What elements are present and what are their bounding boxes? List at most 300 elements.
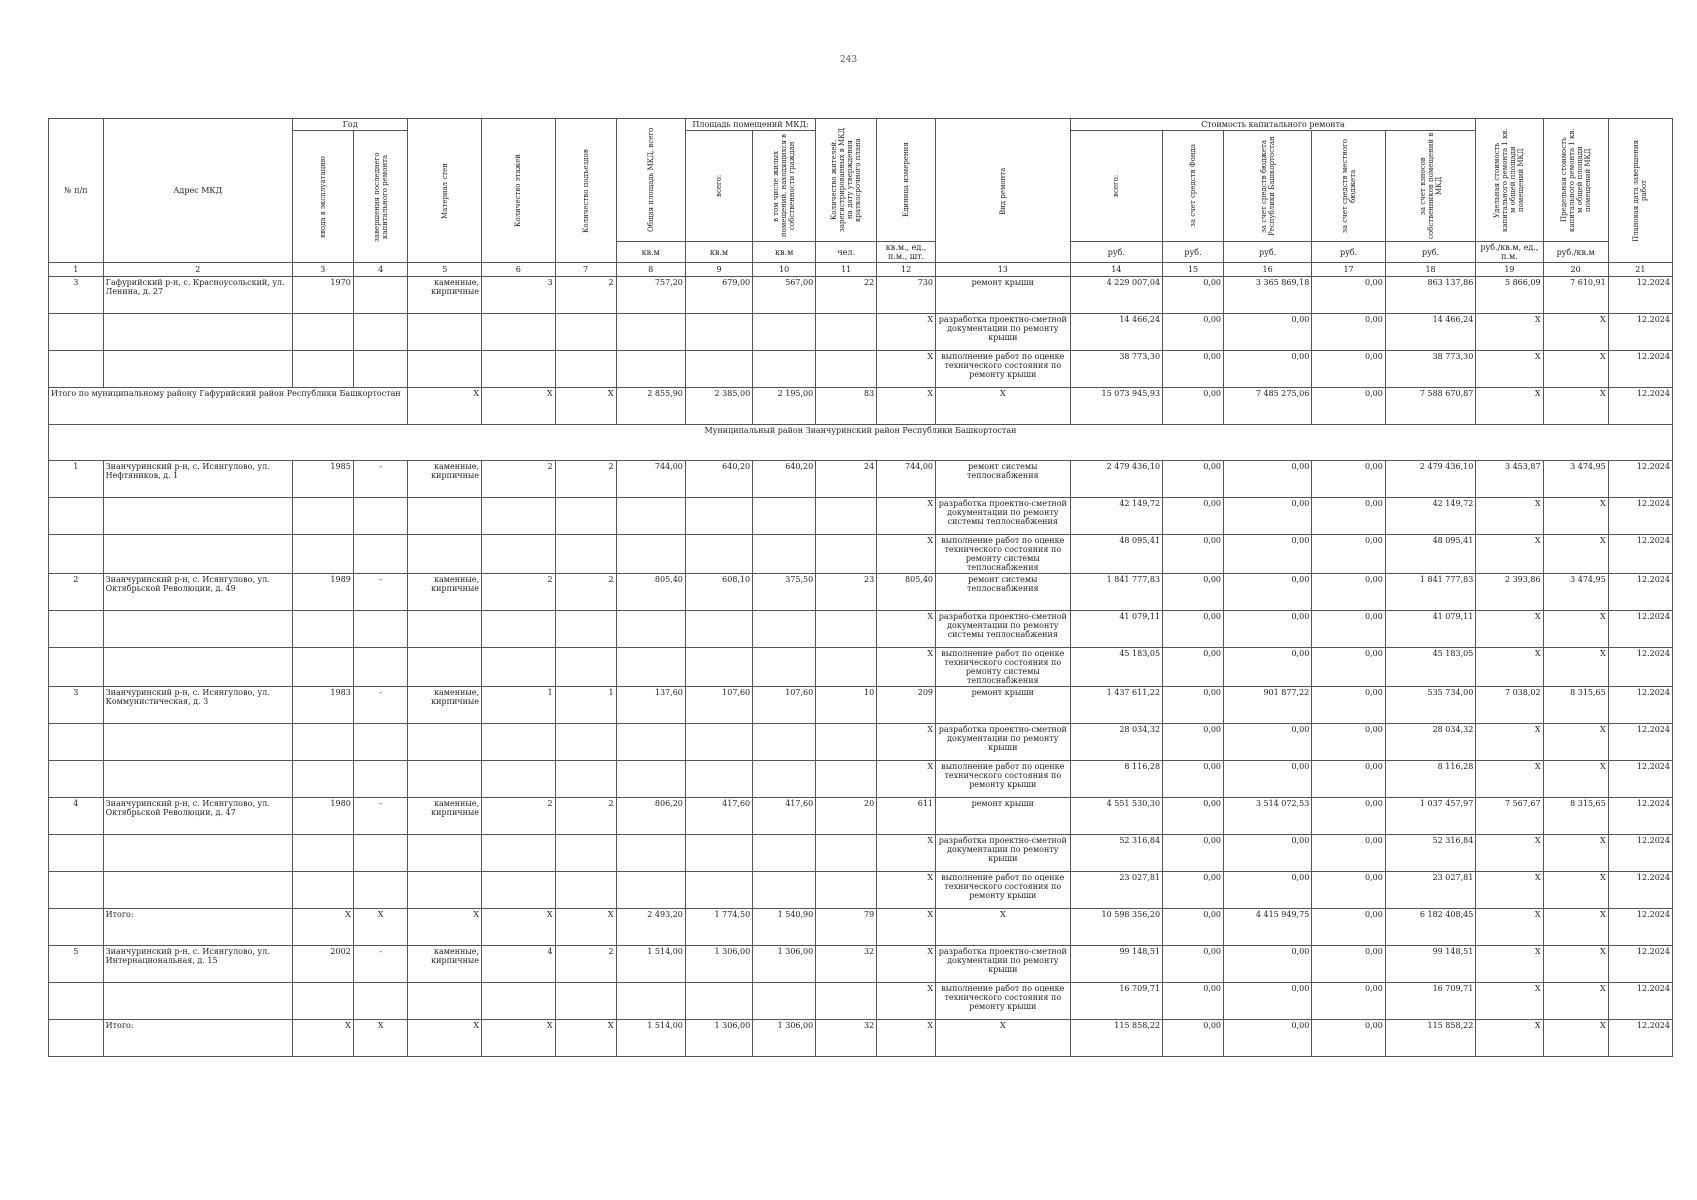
column-number: 12 [877, 263, 936, 277]
cell-c14: 99 148,51 [1070, 946, 1162, 983]
cell-a12: 805,40 [877, 574, 936, 611]
cell-c16: 0,00 [1224, 983, 1312, 1020]
cell-mat [408, 724, 482, 761]
cell: X [482, 388, 556, 425]
cell-fl [482, 535, 556, 574]
cell-a8 [616, 611, 685, 648]
cell-a12: 611 [877, 798, 936, 835]
hdr-planned-date: Плановая дата завершения работ [1608, 119, 1672, 263]
cell-a9 [685, 983, 752, 1020]
cell-a10 [753, 872, 816, 909]
table-row [49, 761, 1673, 798]
cell-a11 [816, 498, 877, 535]
cell-c14: 115 858,22 [1070, 1020, 1162, 1057]
cell-c16: 0,00 [1224, 872, 1312, 909]
cell-mat [408, 535, 482, 574]
cell-c14: 4 551 530,30 [1070, 798, 1162, 835]
table-row [49, 461, 1673, 498]
cell-y2: X [353, 909, 408, 946]
table-row [49, 351, 1673, 388]
column-number: 10 [753, 263, 816, 277]
column-number: 13 [936, 263, 1071, 277]
hdr-year-group: Год [292, 119, 408, 131]
cell-a10 [753, 648, 816, 687]
cell-c14: 10 598 356,20 [1070, 909, 1162, 946]
cell-mat: каменные, кирпичные [408, 946, 482, 983]
cell-mat: каменные, кирпичные [408, 574, 482, 611]
cell-a9 [685, 835, 752, 872]
cell-en [555, 761, 616, 798]
cell-c16: 0,00 [1224, 351, 1312, 388]
cell-a12: X [877, 946, 936, 983]
cell-c14: 23 027,81 [1070, 872, 1162, 909]
subtotal-row [49, 1020, 1673, 1057]
cell-a10: 567,00 [753, 277, 816, 314]
cell-en: X [555, 909, 616, 946]
cell-a10: 1 306,00 [753, 946, 816, 983]
cell: X [1476, 388, 1543, 425]
cell-c17: 0,00 [1312, 461, 1386, 498]
cell-a9 [685, 535, 752, 574]
cell: 2 195,00 [753, 388, 816, 425]
cell-a11 [816, 983, 877, 1020]
cell-en: 2 [555, 798, 616, 835]
cell-c19: 2 393,86 [1476, 574, 1543, 611]
cell-n [49, 314, 104, 351]
cell-c18: 2 479 436,10 [1385, 461, 1475, 498]
cell: 0,00 [1163, 388, 1224, 425]
cell-c20: X [1543, 761, 1608, 798]
cell-a11 [816, 611, 877, 648]
cell-c14: 38 773,30 [1070, 351, 1162, 388]
cell-n [49, 535, 104, 574]
cell-a10: 1 306,00 [753, 1020, 816, 1057]
cell-c16: 0,00 [1224, 1020, 1312, 1057]
cell-fl [482, 648, 556, 687]
cell-fl [482, 314, 556, 351]
cell-c15: 0,00 [1163, 761, 1224, 798]
cell-fl: 4 [482, 946, 556, 983]
cell-c16: 0,00 [1224, 724, 1312, 761]
hdr-year-last-repair: завершения последнего капитального ремонта [353, 131, 408, 263]
cell-mat: каменные, кирпичные [408, 461, 482, 498]
cell-c18: 1 037 457,97 [1385, 798, 1475, 835]
cell-c21: 12.2024 [1608, 461, 1672, 498]
cell-mat [408, 611, 482, 648]
cell-y2 [353, 835, 408, 872]
cell-c16: 0,00 [1224, 574, 1312, 611]
district-total-label: Итого по муниципальному району Гафурийский район Республики Башкортостан [49, 388, 408, 425]
cell-a11 [816, 351, 877, 388]
column-number: 11 [816, 263, 877, 277]
cell-a11 [816, 761, 877, 798]
hdr-unit-cell: кв.м [616, 242, 685, 263]
cell-a9: 640,20 [685, 461, 752, 498]
cell-c17: 0,00 [1312, 946, 1386, 983]
cell-c17: 0,00 [1312, 1020, 1386, 1057]
cell-a9: 417,60 [685, 798, 752, 835]
cell-a9 [685, 498, 752, 535]
hdr-cost-owners: за счет взносов собственников помещений в МКД [1385, 131, 1475, 242]
cell: X [1543, 388, 1608, 425]
cell-a11: 24 [816, 461, 877, 498]
cell-c14: 41 079,11 [1070, 611, 1162, 648]
cell-a11 [816, 872, 877, 909]
cell-fl: X [482, 1020, 556, 1057]
cell-n: 3 [49, 687, 104, 724]
hdr-floors: Количество этажей [482, 119, 556, 263]
table-row [49, 314, 1673, 351]
cell-en [555, 498, 616, 535]
cell-addr: Зианчуринский р-н, с. Исянгулово, ул. Интернациональная, д. 15 [103, 946, 292, 983]
cell-c21: 12.2024 [1608, 724, 1672, 761]
hdr-entrances: Количество подъездов [555, 119, 616, 263]
cell-c16: 0,00 [1224, 498, 1312, 535]
cell-n [49, 351, 104, 388]
cell-c18: 28 034,32 [1385, 724, 1475, 761]
cell-n: 5 [49, 946, 104, 983]
cell-c17: 0,00 [1312, 687, 1386, 724]
cell-n [49, 872, 104, 909]
cell-c15: 0,00 [1163, 983, 1224, 1020]
cell-c17: 0,00 [1312, 724, 1386, 761]
cell-c19: 3 453,87 [1476, 461, 1543, 498]
cell-n [49, 724, 104, 761]
cell-a9 [685, 314, 752, 351]
cell-addr [103, 983, 292, 1020]
table-row [49, 724, 1673, 761]
hdr-cost-fund: за счет средств Фонда [1163, 131, 1224, 242]
hdr-work-type: Вид ремонта [936, 119, 1071, 263]
cell-addr [103, 611, 292, 648]
cell-y2: - [353, 574, 408, 611]
cell-c20: X [1543, 835, 1608, 872]
cell-c14: 42 149,72 [1070, 498, 1162, 535]
hdr-unit: Единица измерения [877, 119, 936, 242]
cell-work: разработка проектно-сметной документации по ремонту системы теплоснабжения [936, 498, 1071, 535]
cell-c17: 0,00 [1312, 277, 1386, 314]
cell-c21: 12.2024 [1608, 574, 1672, 611]
cell-c17: 0,00 [1312, 835, 1386, 872]
cell-c21: 12.2024 [1608, 1020, 1672, 1057]
cell: 83 [816, 388, 877, 425]
hdr-unit-cell: руб./кв.м, ед., п.м. [1476, 242, 1543, 263]
cell-a12: 744,00 [877, 461, 936, 498]
cell-mat: каменные, кирпичные [408, 687, 482, 724]
cell-a10 [753, 724, 816, 761]
cell-a9: 679,00 [685, 277, 752, 314]
cell-c17: 0,00 [1312, 351, 1386, 388]
cell-n: 3 [49, 277, 104, 314]
cell-a12: X [877, 535, 936, 574]
cell-c20: X [1543, 611, 1608, 648]
cell-c17: 0,00 [1312, 761, 1386, 798]
cell-a11 [816, 535, 877, 574]
cell-a12: X [877, 872, 936, 909]
cell-mat [408, 835, 482, 872]
column-number: 19 [1476, 263, 1543, 277]
cell-y1 [292, 314, 353, 351]
cell-en: 1 [555, 687, 616, 724]
cell-a12: X [877, 648, 936, 687]
cell-c14: 45 183,05 [1070, 648, 1162, 687]
cell-c15: 0,00 [1163, 314, 1224, 351]
hdr-cost-republic: за счет средств бюджета Республики Башкортостан [1224, 131, 1312, 242]
cell-fl [482, 498, 556, 535]
cell-addr: Зианчуринский р-н, с. Исянгулово, ул. Нефтяников, д. 1 [103, 461, 292, 498]
cell-c20: X [1543, 946, 1608, 983]
cell-a8 [616, 872, 685, 909]
cell-y1 [292, 724, 353, 761]
cell-a10 [753, 314, 816, 351]
cell: 12.2024 [1608, 388, 1672, 425]
cell-a10: 417,60 [753, 798, 816, 835]
cell-en [555, 535, 616, 574]
cell-c18: 8 116,28 [1385, 761, 1475, 798]
cell-work: ремонт системы теплоснабжения [936, 574, 1071, 611]
cell-y2 [353, 611, 408, 648]
cell-a10 [753, 761, 816, 798]
cell-c21: 12.2024 [1608, 648, 1672, 687]
column-number: 14 [1070, 263, 1162, 277]
cell-y1: 1983 [292, 687, 353, 724]
cell-y2: X [353, 1020, 408, 1057]
hdr-cost-total: всего: [1070, 131, 1162, 242]
cell-fl [482, 724, 556, 761]
cell-c15: 0,00 [1163, 1020, 1224, 1057]
cell-work: разработка проектно-сметной документации по ремонту системы теплоснабжения [936, 611, 1071, 648]
cell-c14: 28 034,32 [1070, 724, 1162, 761]
cell-y2 [353, 314, 408, 351]
cell-a11: 20 [816, 798, 877, 835]
cell-c19: 7 038,02 [1476, 687, 1543, 724]
cell-a8 [616, 761, 685, 798]
cell-en [555, 835, 616, 872]
cell-fl [482, 351, 556, 388]
cell-mat [408, 498, 482, 535]
hdr-address: Адрес МКД [103, 119, 292, 263]
hdr-specific-cost: Удельная стоимость капитального ремонта 1 кв. м общей площади помещений МКД [1476, 119, 1543, 242]
hdr-cost-local: за счет средств местного бюджета [1312, 131, 1386, 242]
cell-c19: X [1476, 724, 1543, 761]
cell-en: 2 [555, 574, 616, 611]
cell-fl [482, 872, 556, 909]
cell-c18: 115 858,22 [1385, 1020, 1475, 1057]
cell-c21: 12.2024 [1608, 498, 1672, 535]
cell: 2 385,00 [685, 388, 752, 425]
column-number: 18 [1385, 263, 1475, 277]
hdr-premises-group: Площадь помещений МКД: [685, 119, 815, 131]
cell-addr: Зианчуринский р-н, с. Исянгулово, ул. Октябрьской Революции, д. 47 [103, 798, 292, 835]
cell-c20: X [1543, 724, 1608, 761]
hdr-unit-cell: руб. [1385, 242, 1475, 263]
cell-c19: X [1476, 835, 1543, 872]
cell-fl [482, 611, 556, 648]
cell-c19: X [1476, 314, 1543, 351]
cell-addr: Зианчуринский р-н, с. Исянгулово, ул. Октябрьской Революции, д. 49 [103, 574, 292, 611]
cell-addr: Итого: [103, 909, 292, 946]
cell-a10 [753, 835, 816, 872]
cell-c21: 12.2024 [1608, 351, 1672, 388]
cell-a9: 1 306,00 [685, 946, 752, 983]
cell-c14: 1 437 611,22 [1070, 687, 1162, 724]
cell-addr [103, 535, 292, 574]
table-row [49, 983, 1673, 1020]
cell-a12: 209 [877, 687, 936, 724]
cell-c18: 863 137,86 [1385, 277, 1475, 314]
cell-c14: 16 709,71 [1070, 983, 1162, 1020]
cell-n [49, 835, 104, 872]
cell-a10 [753, 983, 816, 1020]
cell-y2 [353, 351, 408, 388]
cell-y1 [292, 498, 353, 535]
column-number: 17 [1312, 263, 1386, 277]
cell-c18: 6 182 408,45 [1385, 909, 1475, 946]
cell-c19: X [1476, 1020, 1543, 1057]
cell-y2 [353, 983, 408, 1020]
cell-work: ремонт системы теплоснабжения [936, 461, 1071, 498]
cell-y1: 1989 [292, 574, 353, 611]
cell-c14: 2 479 436,10 [1070, 461, 1162, 498]
cell-n [49, 909, 104, 946]
cell-work: ремонт крыши [936, 798, 1071, 835]
cell-fl: 2 [482, 461, 556, 498]
cell-a10 [753, 535, 816, 574]
cell-c20: 3 474,95 [1543, 574, 1608, 611]
column-number: 5 [408, 263, 482, 277]
cell-c20: X [1543, 1020, 1608, 1057]
cell-c21: 12.2024 [1608, 535, 1672, 574]
cell-n: 4 [49, 798, 104, 835]
hdr-unit-cell: кв.м [753, 242, 816, 263]
cell-work: выполнение работ по оценке технического состояния по ремонту крыши [936, 983, 1071, 1020]
cell-c17: 0,00 [1312, 648, 1386, 687]
column-number: 7 [555, 263, 616, 277]
cell-a11 [816, 835, 877, 872]
cell-a8: 137,60 [616, 687, 685, 724]
cell-a8 [616, 648, 685, 687]
cell-en: 2 [555, 461, 616, 498]
cell-fl [482, 761, 556, 798]
cell-y2 [353, 498, 408, 535]
cell-c21: 12.2024 [1608, 687, 1672, 724]
cell-a10: 375,50 [753, 574, 816, 611]
cell-a8: 806,20 [616, 798, 685, 835]
cell-a8: 757,20 [616, 277, 685, 314]
cell-c21: 12.2024 [1608, 314, 1672, 351]
hdr-num: № п/п [49, 119, 104, 263]
cell-c16: 0,00 [1224, 611, 1312, 648]
cell-a12: 730 [877, 277, 936, 314]
cell-a11: 79 [816, 909, 877, 946]
cell-c17: 0,00 [1312, 872, 1386, 909]
cell: 15 073 945,93 [1070, 388, 1162, 425]
cell-c20: X [1543, 351, 1608, 388]
cell-c20: X [1543, 535, 1608, 574]
cell-fl [482, 983, 556, 1020]
cell-c21: 12.2024 [1608, 909, 1672, 946]
cell-a10 [753, 611, 816, 648]
cell-c20: X [1543, 648, 1608, 687]
cell-a11: 10 [816, 687, 877, 724]
table-row [49, 798, 1673, 835]
section-title: Муниципальный район Зианчуринский район Республики Башкортостан [49, 425, 1673, 461]
cell-y1: 1985 [292, 461, 353, 498]
cell-c14: 8 116,28 [1070, 761, 1162, 798]
cell-en: X [555, 1020, 616, 1057]
cell-c16: 901 877,22 [1224, 687, 1312, 724]
cell-c20: X [1543, 872, 1608, 909]
hdr-unit-cell: руб. [1312, 242, 1386, 263]
hdr-residents: Количество жителей, зарегистрированных в МКД на дату утверждения краткосрочного плана [816, 119, 877, 242]
hdr-premises-total: всего: [685, 131, 752, 242]
cell-a11: 32 [816, 946, 877, 983]
cell-work: разработка проектно-сметной документации по ремонту крыши [936, 724, 1071, 761]
cell-addr: Итого: [103, 1020, 292, 1057]
cell-fl: 2 [482, 574, 556, 611]
cell-c19: X [1476, 498, 1543, 535]
cell-en [555, 314, 616, 351]
column-numbers-row [49, 263, 1673, 277]
cell-c16: 0,00 [1224, 835, 1312, 872]
column-number: 21 [1608, 263, 1672, 277]
column-number: 9 [685, 263, 752, 277]
table-row [49, 535, 1673, 574]
hdr-unit-cell: руб. [1224, 242, 1312, 263]
hdr-premises-residential: в том числе жилых помещений, находящихся в собственности граждан [753, 131, 816, 242]
cell-a8 [616, 535, 685, 574]
cell-n [49, 648, 104, 687]
cell-c16: 0,00 [1224, 648, 1312, 687]
cell-a12: X [877, 909, 936, 946]
cell-en [555, 983, 616, 1020]
cell-c17: 0,00 [1312, 535, 1386, 574]
cell-addr: Зианчуринский р-н, с. Исянгулово, ул. Коммунистическая, д. 3 [103, 687, 292, 724]
cell-c16: 0,00 [1224, 314, 1312, 351]
cell-addr [103, 648, 292, 687]
cell-a8: 2 493,20 [616, 909, 685, 946]
table-row [49, 498, 1673, 535]
table-body-gafuri [49, 277, 1673, 388]
cell-c20: X [1543, 314, 1608, 351]
cell: X [555, 388, 616, 425]
hdr-max-cost: Предельная стоимость капитального ремонта 1 кв. м общей площади помещений МКД [1543, 119, 1608, 242]
cell-c18: 48 095,41 [1385, 535, 1475, 574]
cell: X [936, 388, 1071, 425]
cell-c15: 0,00 [1163, 351, 1224, 388]
cell-a9 [685, 761, 752, 798]
cell-addr [103, 724, 292, 761]
cell-mat [408, 983, 482, 1020]
cell-c16: 0,00 [1224, 946, 1312, 983]
cell-n [49, 983, 104, 1020]
cell-a12: X [877, 498, 936, 535]
cell-y1 [292, 835, 353, 872]
hdr-unit-cell: руб. [1070, 242, 1162, 263]
cell-en [555, 611, 616, 648]
cell-c19: X [1476, 946, 1543, 983]
cell-y2: - [353, 798, 408, 835]
cell-c19: 7 567,67 [1476, 798, 1543, 835]
cell-a8: 744,00 [616, 461, 685, 498]
cell-c19: X [1476, 909, 1543, 946]
cell-a9: 608,10 [685, 574, 752, 611]
cell-c14: 1 841 777,83 [1070, 574, 1162, 611]
cell: 2 855,90 [616, 388, 685, 425]
cell-work: ремонт крыши [936, 277, 1071, 314]
cell-c16: 0,00 [1224, 761, 1312, 798]
hdr-unit-cell: кв.м [685, 242, 752, 263]
